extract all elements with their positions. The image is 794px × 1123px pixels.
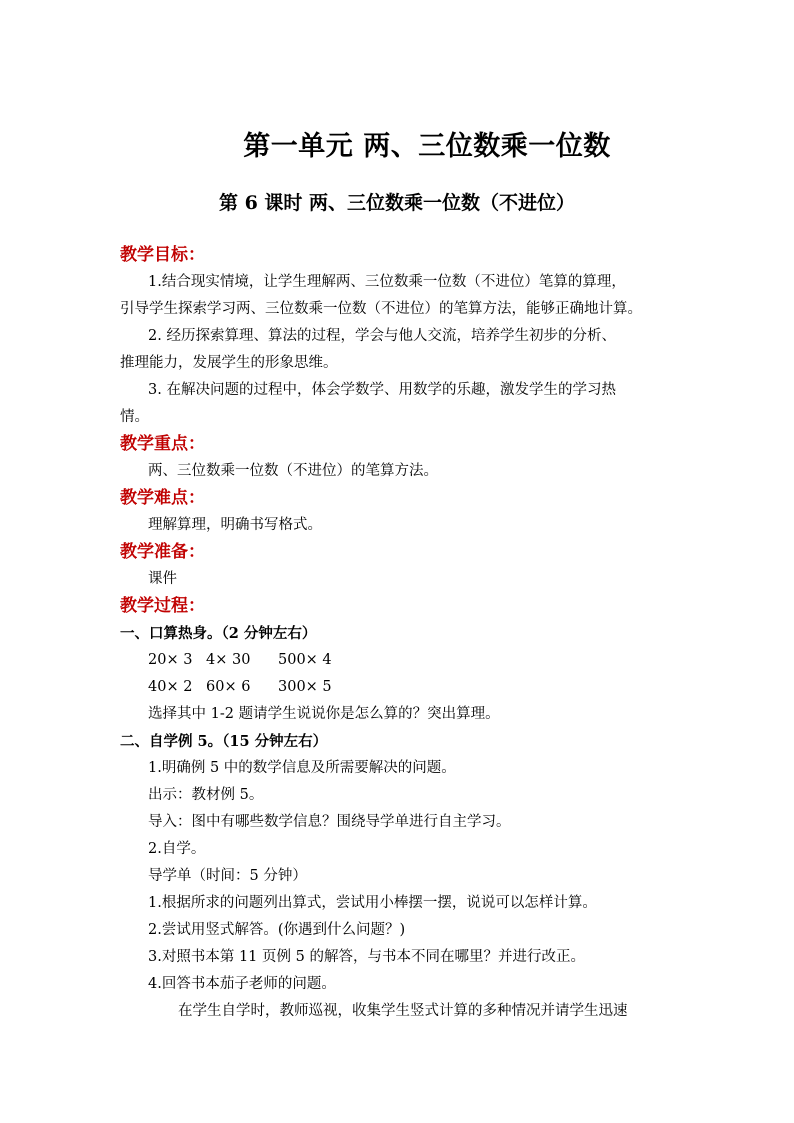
goal-1-line-b: 引导学生探索学习两、三位数乘一位数（不进位）的笔算方法，能够正确地计算。 [120, 301, 642, 317]
goal-2-line-a: 2. 经历探索算理、算法的过程，学会与他人交流，培养学生初步的分析、 [148, 328, 616, 344]
section-2-title: 二、自学例 5。（15 分钟左右） [120, 733, 328, 750]
section-2-line: 2.尝试用竖式解答。(你遇到什么问题？) [148, 922, 406, 938]
section-2-line: 4.回答书本茄子老师的问题。 [148, 976, 336, 992]
unit-title: 第一单元 两、三位数乘一位数 [243, 131, 611, 162]
section-2-line: 2.自学。 [148, 841, 206, 857]
oral-calc-row-2 [120, 674, 680, 701]
oral-calc-item: 300× 5 [278, 679, 332, 695]
goal-3-line-b: 情。 [120, 409, 149, 425]
oral-calc-item: 4× 30 [206, 652, 251, 668]
key-points-heading: 教学重点： [120, 434, 205, 454]
section-2-line: 1.明确例 5 中的数学信息及所需要解决的问题。 [148, 760, 456, 776]
oral-calc-item: 60× 6 [206, 679, 251, 695]
goal-2-line-b: 推理能力，发展学生的形象思维。 [120, 355, 338, 371]
process-heading: 教学过程： [120, 596, 205, 616]
difficulties-text: 理解算理，明确书写格式。 [148, 517, 322, 533]
difficulties-heading: 教学难点： [120, 488, 205, 508]
oral-calc-item: 40× 2 [148, 679, 193, 695]
oral-calc-row-1 [120, 647, 680, 674]
section-2-line: 导入：图中有哪些数学信息？围绕导学单进行自主学习。 [148, 814, 511, 830]
oral-calc-item: 20× 3 [148, 652, 193, 668]
preparation-text: 课件 [148, 571, 177, 587]
section-2-line: 3.对照书本第 11 页例 5 的解答，与书本不同在哪里？并进行改正。 [148, 949, 585, 965]
goals-heading: 教学目标： [120, 245, 205, 265]
section-2-line: 出示：教材例 5。 [148, 787, 264, 803]
section-1-note: 选择其中 1-2 题请学生说说你是怎么算的？突出算理。 [148, 706, 500, 722]
section-2-line: 在学生自学时，教师巡视，收集学生竖式计算的多种情况并请学生迅速 [178, 1003, 628, 1019]
section-2-line: 导学单（时间：5 分钟） [148, 868, 307, 884]
lesson-title: 第 6 课时 两、三位数乘一位数（不进位） [218, 192, 576, 214]
goal-1-line-a: 1.结合现实情境，让学生理解两、三位数乘一位数（不进位）笔算的算理， [148, 274, 626, 290]
oral-calc-item: 500× 4 [278, 652, 332, 668]
preparation-heading: 教学准备： [120, 542, 205, 562]
goal-3-line-a: 3. 在解决问题的过程中，体会学数学、用数学的乐趣，激发学生的学习热 [148, 382, 616, 398]
section-1-title: 一、口算热身。（2 分钟左右） [120, 625, 317, 642]
key-points-text: 两、三位数乘一位数（不进位）的笔算方法。 [148, 463, 438, 479]
section-2-line: 1.根据所求的问题列出算式，尝试用小棒摆一摆，说说可以怎样计算。 [148, 895, 597, 911]
lesson-plan-body [120, 242, 680, 1025]
